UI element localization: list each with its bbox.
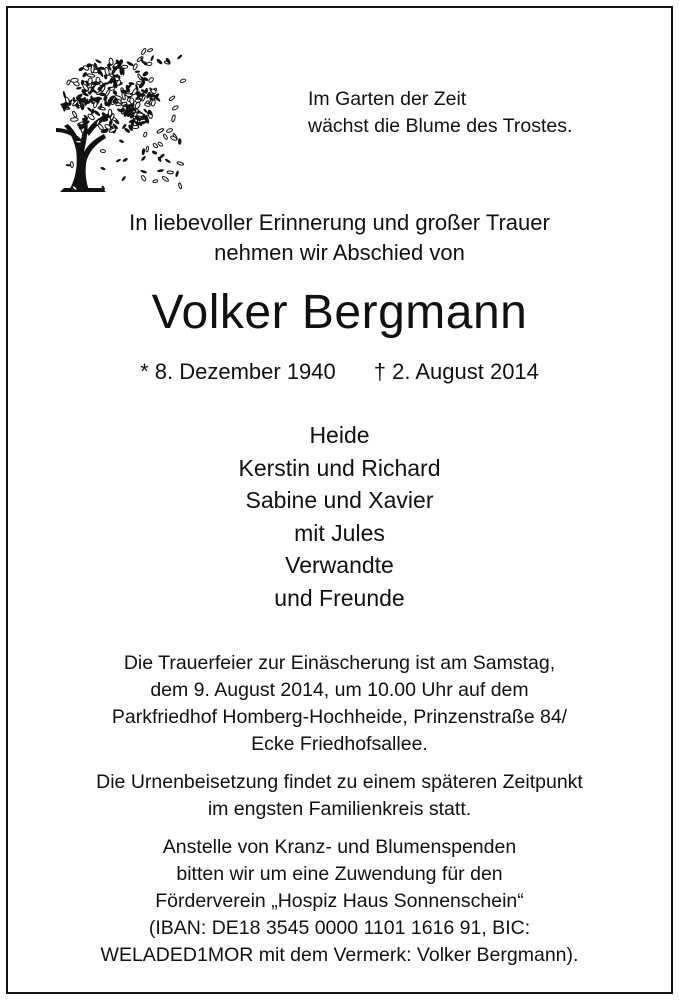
mourner-line: mit Jules bbox=[294, 519, 385, 546]
quote-line: Im Garten der Zeit bbox=[308, 88, 467, 110]
life-dates bbox=[0, 357, 679, 387]
service-line: Die Trauerfeier zur Einäscherung ist am Samstag, bbox=[123, 652, 556, 674]
urn-line: im engsten Familienkreis statt. bbox=[207, 798, 472, 820]
service-info bbox=[0, 650, 679, 758]
donation-line: (IBAN: DE18 3545 0000 1101 1616 91, BIC: bbox=[148, 917, 531, 939]
tree-icon bbox=[38, 40, 188, 195]
donation-line: WELADED1MOR mit dem Vermerk: Volker Bergmann). bbox=[100, 944, 579, 966]
quote bbox=[308, 86, 572, 140]
donation-line: Anstelle von Kranz- und Blumenspenden bbox=[162, 836, 517, 858]
intro-line: nehmen wir Abschied von bbox=[214, 240, 465, 265]
service-line: Ecke Friedhofsallee. bbox=[251, 733, 428, 755]
mourner-line: Sabine und Xavier bbox=[245, 487, 434, 513]
urn-line: Die Urnenbeisetzung findet zu einem späteren Zeitpunkt bbox=[96, 771, 583, 793]
service-line: Parkfriedhof Homberg-Hochheide, Prinzenstraße 84/ bbox=[111, 706, 568, 728]
urn-burial-info bbox=[0, 769, 679, 823]
mourner-line: Heide bbox=[309, 422, 370, 448]
mourner-line: und Freunde bbox=[274, 584, 405, 611]
birth-date: * 8. Dezember 1940 bbox=[140, 359, 336, 384]
death-date: † 2. August 2014 bbox=[373, 359, 539, 384]
donation-info bbox=[0, 834, 679, 969]
donation-line: Förderverein „Hospiz Haus Sonnenschein“ bbox=[155, 890, 524, 912]
deceased-name: Volker Bergmann bbox=[151, 286, 528, 339]
mourner-line: Verwandte bbox=[285, 552, 394, 578]
intro-text bbox=[0, 208, 679, 268]
quote-line: wächst die Blume des Trostes. bbox=[308, 115, 573, 137]
service-line: dem 9. August 2014, um 10.00 Uhr auf dem bbox=[150, 679, 529, 701]
donation-line: bitten wir um eine Zuwendung für den bbox=[176, 863, 503, 885]
intro-line: In liebevoller Erinnerung und großer Trauer bbox=[129, 210, 550, 235]
mourner-line: Kerstin und Richard bbox=[238, 454, 441, 481]
mourners-list bbox=[0, 419, 679, 614]
